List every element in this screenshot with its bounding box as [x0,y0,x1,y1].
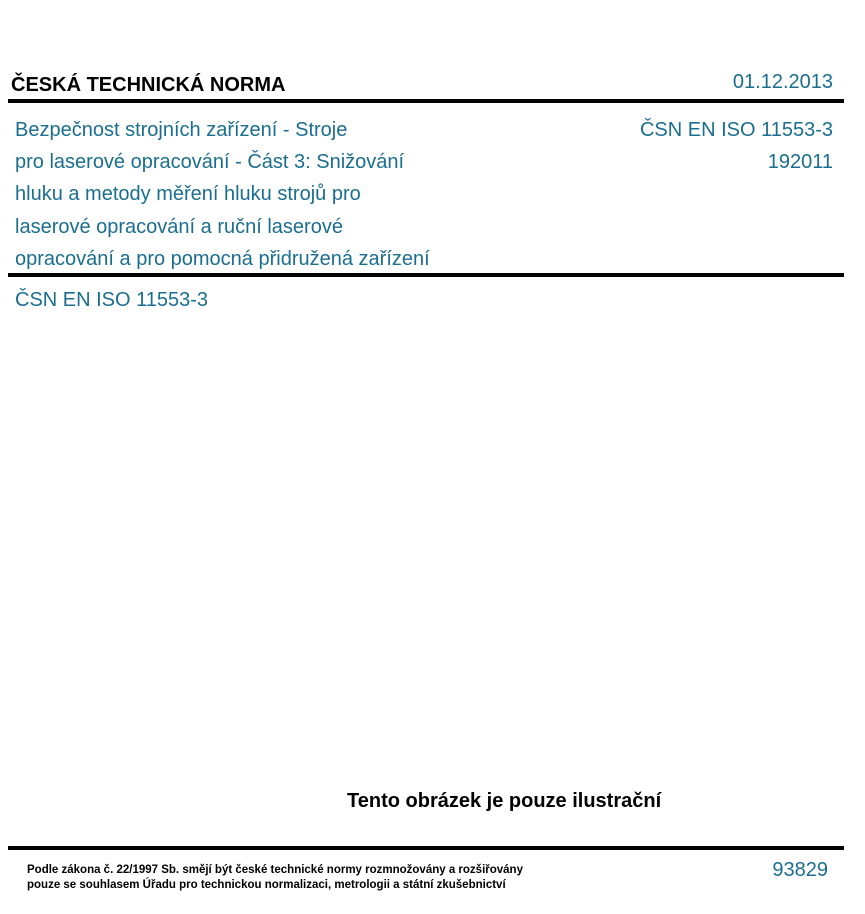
copyright-line: Podle zákona č. 22/1997 Sb. smějí být české technické normy rozmnožovány a rozšiřovány [27,864,523,876]
standard-code-repeat: ČSN EN ISO 11553-3 [15,289,209,311]
document-heading: ČESKÁ TECHNICKÁ NORMA [11,74,286,96]
illustration-notice: Tento obrázek je pouze ilustrační [347,790,662,812]
standard-identifiers [640,114,833,178]
publication-date: 01.12.2013 [732,71,833,93]
title-line: laserové opracování a ruční laserové [15,215,343,238]
title-line: pro laserové opracování - Část 3: Snižování [15,151,405,174]
copyright-line: pouze se souhlasem Úřadu pro technickou normalizaci, metrologii a státní zkušebnictví [27,879,506,891]
title-divider [8,273,844,277]
catalog-number: 93829 [772,859,828,881]
standard-code: ČSN EN ISO 11553-3 [639,119,833,141]
header-divider [8,99,844,103]
classification-number: 192011 [767,151,833,174]
standard-title [15,114,485,275]
title-line: opracování a pro pomocná přidružená zařízení [15,247,430,270]
title-line: Bezpečnost strojních zařízení - Stroje [15,119,348,141]
footer-divider [8,846,844,850]
title-line: hluku a metody měření hluku strojů pro [15,183,361,206]
copyright-note [27,863,523,893]
